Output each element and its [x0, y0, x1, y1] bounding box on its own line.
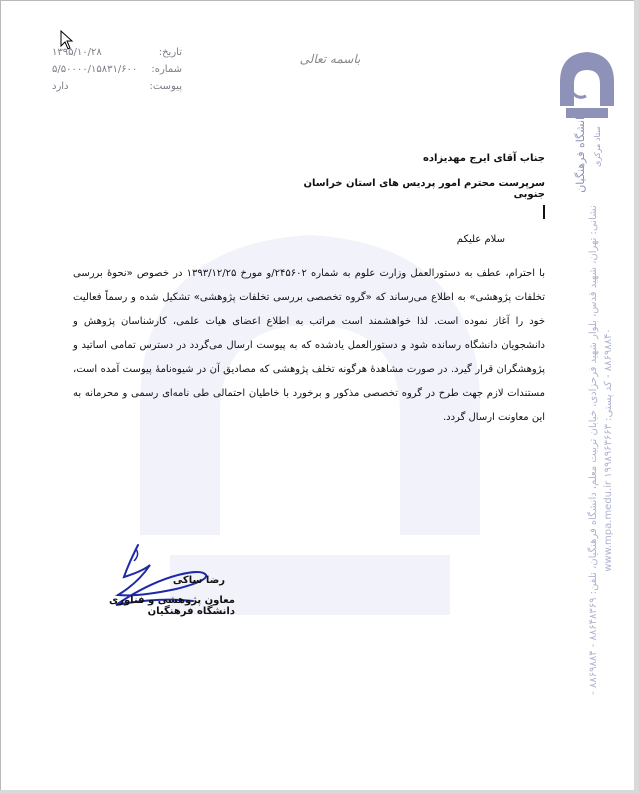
recipient-name: جناب آقای ایرج مهدیزاده	[422, 153, 545, 164]
letter-body: با احترام، عطف به دستورالعمل وزارت علوم به شماره ۲۴۵۶۰۲/و مورخ ۱۳۹۳/۱۲/۲۵ در خصوص «نحوهٔ بررسی تخلفات پژوهشی» به اطلاع می‌رساند که «گروه تخصصی بررسی تخلفات پژوهشی» تشکیل شده و رسماً فعالیت خود را آغاز نموده است. لذا خواهشمند است مراتب به اطلاع اعضای هیات علمی، کارشناسان پژوهش و دانشجویان دانشگاه رسانده شود و دستورالعمل یادشده که به پیوست ارسال می‌گردد در دسترس تمامی اساتید و پژوهشگران قرار گیرد. در صورت مشاهدهٔ هرگونه تخلف پژوهشی که مصادیق آن در شیوه‌نامهٔ پیوست آمده است، مستندات لازم جهت طرح در گروه تخصصی مذکور و برخورد با خاطیان احتمالی طی نامه‌ای رسمی و محرمانه به این معاونت ارسال گردد.	[73, 268, 545, 423]
date-row	[52, 44, 182, 61]
signatory-name: رضا ساکی	[172, 575, 225, 586]
number-value: ۵/۵۰۰۰۰/۱۵۸۳۱/۶۰۰	[52, 64, 138, 75]
attachment-value: دارد	[52, 81, 69, 92]
date-value: ۱۳۹۵/۱۰/۲۸	[52, 47, 102, 58]
window-border-bottom	[0, 790, 639, 794]
logo-name: دانشگاه فرهنگیان	[574, 112, 587, 193]
number-label: شماره:	[151, 64, 182, 75]
basmala-heading: باسمه تعالی	[299, 52, 361, 66]
text-caret	[543, 205, 545, 219]
recipient-title: سرپرست محترم امور پردیس های استان خراسان جنوبی	[303, 178, 545, 200]
attachment-row	[52, 78, 182, 95]
attachment-label: پیوست:	[149, 81, 182, 92]
address-text: نشانی: تهران، شهید قدس، بلوار شهید فرحزادی، خیابان تربیت معلم، دانشگاه فرهنگیان، تلفن: ۸۸۶۴۸۳۶۹ - ۸۸۶۹۸۸۴ - ۸۸۶۹۸۸۴۰ - کد پستی: ۱۹۹۸۹۶۳۶۶۳ www.mpa.medu.ir	[588, 205, 614, 695]
logo-subtitle: ستاد مرکزی	[593, 126, 602, 167]
greeting: سلام علیکم	[456, 234, 505, 245]
letter-metadata	[52, 44, 182, 95]
date-label: تاریخ:	[158, 47, 182, 58]
footer-address	[586, 190, 632, 710]
signatory-title: معاون پژوهشی و فناوری دانشگاه فرهنگیان	[109, 595, 235, 617]
window-border-right	[634, 0, 639, 794]
number-row	[52, 61, 182, 78]
